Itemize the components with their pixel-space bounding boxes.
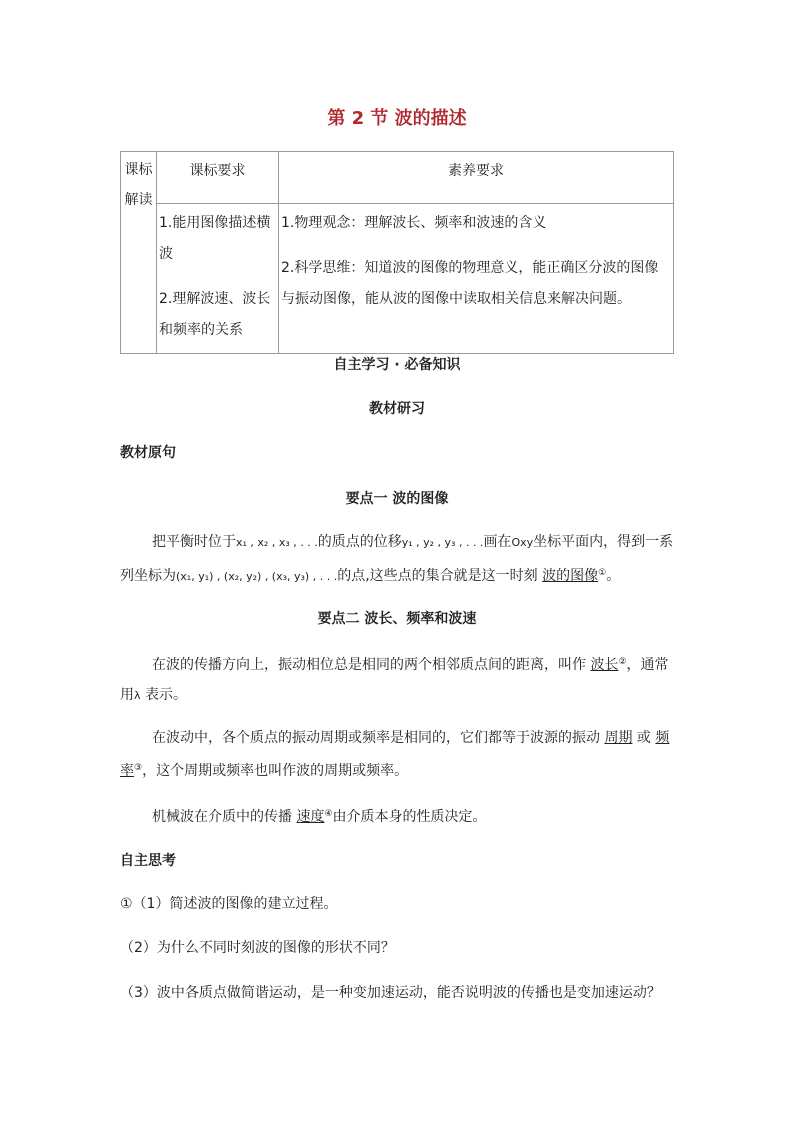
footnote-mark: ④	[324, 809, 333, 819]
question-item: （2）为什么不同时刻波的图像的形状不同？	[120, 940, 395, 956]
formula-x: x₁ , x₂ , x₃ , . . .	[236, 536, 318, 549]
key-term: 周期	[604, 730, 633, 746]
textbook-label: 教材原句	[120, 445, 176, 461]
text: 机械波在介质中的传播	[152, 809, 297, 825]
table-body-row	[121, 204, 674, 354]
table-header-curriculum: 课标要求	[157, 152, 279, 204]
footnote-mark: ②	[618, 657, 627, 667]
table-cell-competency	[279, 204, 674, 354]
curriculum-item: 1.能用图像描述横波	[159, 215, 271, 262]
text: 或	[632, 730, 656, 746]
text: 的点,这些点的集合就是这一时刻	[337, 568, 543, 584]
key-term: 频率	[120, 730, 670, 779]
key-term: 速度	[296, 809, 325, 825]
text: ，这个周期或频率也叫作波的周期或频率。	[142, 763, 409, 779]
table-header-competency: 素养要求	[279, 152, 674, 204]
key-term: 波的图像	[542, 568, 599, 584]
point2-paragraph-2	[120, 723, 676, 786]
page-title: 第 2 节 波的描述	[327, 108, 467, 129]
footnote-mark: ①	[598, 568, 607, 578]
text: 画在	[483, 534, 512, 550]
text: 表示。	[140, 687, 187, 703]
competency-item: 2.科学思维：知道波的图像的物理意义，能正确区分波的图像与振动图像，能从波的图像中读取相关信息来解决问题。	[281, 260, 659, 307]
subsection-heading: 教材研习	[369, 401, 425, 417]
point2-heading: 要点二 波长、频率和波速	[317, 611, 477, 627]
text: 由介质本身的性质决定。	[332, 809, 487, 825]
key-term: 波长	[590, 657, 619, 673]
curriculum-table	[120, 151, 674, 354]
question-item: （3）波中各质点做简谐运动，是一种变加速运动，能否说明波的传播也是变加速运动？	[120, 985, 661, 1001]
text: ，通常用	[120, 657, 669, 703]
formula-coords: (x₁, y₁) , (x₂, y₂) , (x₃, y₃) , . . .	[176, 570, 338, 583]
formula-oxy: Oxy	[511, 536, 534, 549]
text: 在波的传播方向上，振动相位总是相同的两个相邻质点间的距离，叫作	[152, 657, 591, 673]
section-heading: 自主学习 · 必备知识	[333, 357, 461, 373]
text: 在波动中，各个质点的振动周期或频率是相同的，它们都等于波源的振动	[152, 730, 605, 746]
point2-paragraph-1	[120, 647, 676, 711]
point1-paragraph	[120, 527, 676, 592]
text: 。	[606, 568, 621, 584]
formula-y: y₁ , y₂ , y₃ , . . .	[401, 536, 484, 549]
text: 把平衡时位于	[152, 534, 236, 550]
self-thinking-label: 自主思考	[120, 853, 176, 869]
curriculum-item: 2.理解波速、波长和频率的关系	[159, 291, 271, 338]
text: 的质点的位移	[317, 534, 402, 550]
table-cell-curriculum	[157, 204, 279, 354]
footnote-mark: ③	[134, 763, 143, 773]
competency-item: 1.物理观念：理解波长、频率和波速的含义	[281, 215, 547, 231]
table-label-line: 课标	[124, 162, 153, 178]
table-cell-interpretation	[121, 152, 157, 354]
question-item: ①（1）简述波的图像的建立过程。	[120, 896, 338, 912]
table-header-row	[121, 152, 674, 204]
symbol-lambda: λ	[134, 689, 141, 702]
text: 坐标平面内，得到一系列坐标为	[120, 534, 674, 584]
point1-heading: 要点一 波的图像	[345, 491, 449, 507]
table-label-line: 解读	[124, 192, 153, 208]
point2-paragraph-3	[120, 799, 676, 832]
